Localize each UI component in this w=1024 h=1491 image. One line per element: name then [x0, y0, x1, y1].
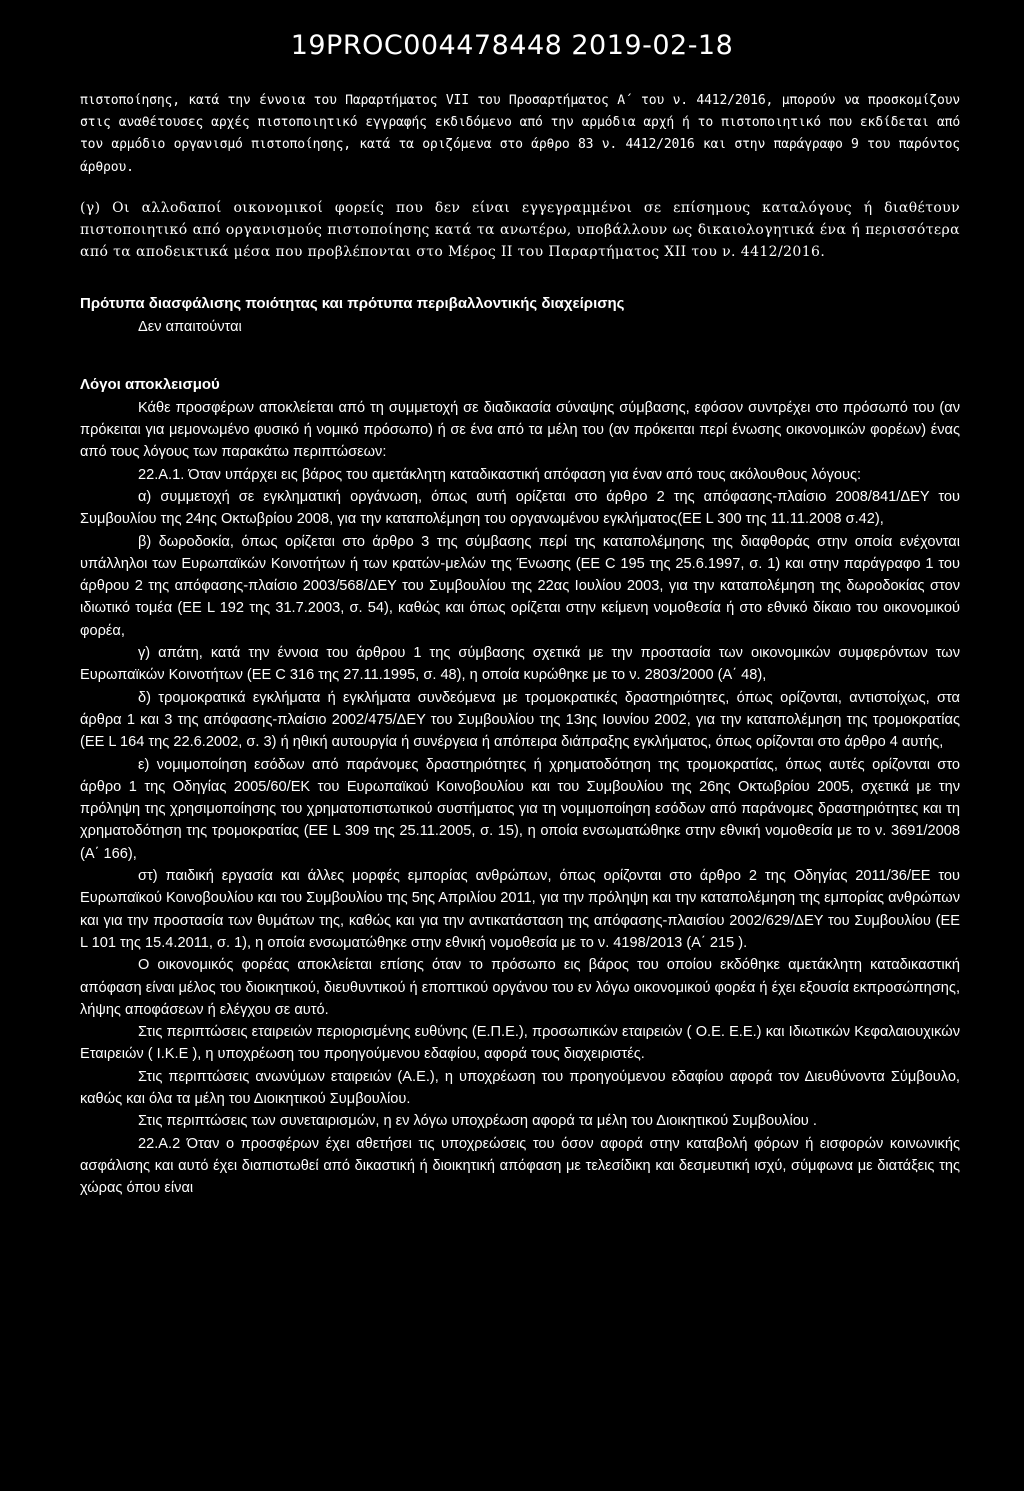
exclusion-paragraph: γ) απάτη, κατά την έννοια του άρθρου 1 της σύμβασης σχετικά με την προστασία των οικονομικών συμφερόντων των Ευρωπαϊκών Κοινοτήτων (ΕΕ C 316 της 27.11.1995, σ. 48), η οποία κυρώθηκε με το ν. 2803/2000 (Α΄ 48), — [80, 645, 960, 684]
quality-text: Δεν απαιτούνται — [138, 318, 242, 335]
exclusion-paragraph: Στις περιπτώσεις εταιρειών περιορισμένης ευθύνης (Ε.Π.Ε.), προσωπικών εταιρειών ( Ο.Ε. Ε.Ε.) και Ιδιωτικών Κεφαλαιουχικών Εταιρειών ( Ι.Κ.Ε ), η υποχρέωση του προηγούμενου εδαφίου, αφορά τους διαχειριστές. — [80, 1024, 960, 1063]
document-id-header: 19PROC004478448 2019-02-18 — [290, 30, 734, 61]
exclusion-paragraph: Ο οικονομικός φορέας αποκλείεται επίσης όταν το πρόσωπο εις βάρος του οποίου εκδόθηκε αμετάκλητη καταδικαστική απόφαση είναι μέλος του διοικητικού, διευθυντικού ή εποπτικού οργάνου του εν λόγω οικονομικού φορέα ή έχει εξουσία εκπροσώπησης, λήψης αποφάσεων ή ελέγχου σε αυτό. — [80, 957, 960, 1018]
exclusion-paragraph: 22.Α.1. Όταν υπάρχει εις βάρος του αμετάκλητη καταδικαστική απόφαση για έναν από τους ακόλουθους λόγους: — [138, 466, 862, 483]
exclusion-section — [80, 376, 960, 1200]
exclusion-paragraph: Στις περιπτώσεις ανωνύμων εταιρειών (Α.Ε.), η υποχρέωση του προηγούμενου εδαφίου αφορά τον Διευθύνοντα Σύμβουλο, καθώς και όλα τα μέλη του Διοικητικού Συμβουλίου. — [80, 1068, 960, 1108]
exclusion-paragraph: β) δωροδοκία, όπως ορίζεται στο άρθρο 3 της σύμβασης περί της καταπολέμησης της διαφθοράς στην οποία ενέχονται υπάλληλοι των Ευρωπαϊκών Κοινοτήτων ή των κρατών-μελών της Ένωσης (ΕΕ C 195 της 25.6.1997, σ. 1) και στην παράγραφο 1 του άρθρου 2 της απόφασης-πλαίσιο 2003/568/ΔΕΥ του Συμβουλίου της 22ας Ιουλίου 2003, για την καταπολέμηση της δωροδοκίας στον ιδιωτικό τομέα (ΕΕ L 192 της 31.7.2003, σ. 54), καθώς και όπως ορίζεται στην κείμενη νομοθεσία ή στο εθνικό δίκαιο του οικονομικού φορέα, — [80, 533, 960, 639]
quality-heading: Πρότυπα διασφάλισης ποιότητας και πρότυπα περιβαλλοντικής διαχείρισης — [80, 294, 625, 312]
exclusion-paragraph: Στις περιπτώσεις των συνεταιρισμών, η εν λόγω υποχρέωση αφορά τα μέλη του Διοικητικού Συμβουλίου . — [138, 1113, 817, 1130]
exclusion-heading: Λόγοι αποκλεισμού — [80, 375, 220, 393]
exclusion-paragraph: Κάθε προσφέρων αποκλείεται από τη συμμετοχή σε διαδικασία σύναψης σύμβασης, εφόσον συντρέχει στο πρόσωπό του (αν πρόκειται για μεμονωμένο φυσικό ή νομικό πρόσωπο) ή σε ένα από τα μέλη του (αν πρόκειται περί ένωσης οικονομικών φορέων) ένας από τους λόγους των παρακάτω περιπτώσεων: — [80, 399, 960, 461]
exclusion-paragraph: δ) τρομοκρατικά εγκλήματα ή εγκλήματα συνδεόμενα με τρομοκρατικές δραστηριότητες, όπως ορίζονται, αντιστοίχως, στα άρθρα 1 και 3 της απόφασης-πλαίσιο 2002/475/ΔΕΥ του Συμβουλίου της 13ης Ιουνίου 2002, για την καταπολέμηση της τρομοκρατίας (ΕΕ L 164 της 22.6.2002, σ. 3) ή ηθική αυτουργία ή συνέργεια ή απόπειρα διάπραξης εγκλήματος, όπως ορίζονται στο άρθρο 4 αυτής, — [80, 689, 960, 751]
paragraph-g: (γ) Οι αλλοδαποί οικονομικοί φορείς που δεν είναι εγγεγραμμένοι σε επίσημους καταλόγους ή διαθέτουν πιστοποιητικό από οργανισμούς πιστοποίησης κατά τα ανωτέρω, υποβάλλουν ως δικαιολογητικά ένα ή περισσότερα από τα αποδεικτικά μέσα που προβλέπονται στο Μέρος ΙΙ του Παραρτήματος XII του ν. 4412/2016. — [80, 199, 960, 260]
exclusion-paragraph: στ) παιδική εργασία και άλλες μορφές εμπορίας ανθρώπων, όπως ορίζονται στο άρθρο 2 της Οδηγίας 2011/36/ΕΕ του Ευρωπαϊκού Κοινοβουλίου και του Συμβουλίου της 5ης Απριλίου 2011, για την πρόληψη και την καταπολέμηση της εμπορίας ανθρώπων και για την προστασία των θυμάτων της, καθώς και για την αντικατάσταση της απόφασης-πλαισίου 2002/629/ΔΕΥ του Συμβουλίου (ΕΕ L 101 της 15.4.2011, σ. 1), η οποία ενσωματώθηκε στην εθνική νομοθεσία με το ν. 4198/2013 (Α΄ 215 ). — [80, 868, 960, 951]
exclusion-paragraph: α) συμμετοχή σε εγκληματική οργάνωση, όπως αυτή ορίζεται στο άρθρο 2 της απόφασης-πλαίσιο 2008/841/ΔΕΥ του Συμβουλίου της 24ης Οκτωβρίου 2008, για την καταπολέμηση του οργανωμένου εγκλήματος(ΕΕ L 300 της 11.11.2008 σ.42), — [80, 489, 960, 528]
exclusion-paragraph: ε) νομιμοποίηση εσόδων από παράνομες δραστηριότητες ή χρηματοδότηση της τρομοκρατίας, όπως αυτές ορίζονται στο άρθρο 1 της Οδηγίας 2005/60/ΕΚ του Ευρωπαϊκού Κοινοβουλίου και του Συμβουλίου της 26ης Οκτωβρίου 2005, σχετικά με την πρόληψη της χρησιμοποίησης του χρηματοπιστωτικού συστήματος για τη νομιμοποίηση εσόδων από παράνομες δραστηριότητες και τη χρηματοδότηση της τρομοκρατίας (ΕΕ L 309 της 25.11.2005, σ. 15), η οποία ενσωματώθηκε στην εθνική νομοθεσία με το ν. 3691/2008 (Α΄ 166), — [80, 756, 960, 862]
document-body — [80, 90, 960, 1200]
quality-section — [80, 295, 960, 338]
intro-paragraph: πιστοποίησης, κατά την έννοια του Παραρτήματος VII του Προσαρτήματος Α΄ του ν. 4412/2016, μπορούν να προσκομίζουν στις αναθέτουσες αρχές πιστοποιητικό εγγραφής εκδιδόμενο από την αρμόδια αρχή ή το πιστοποιητικό που εκδίδεται από τον αρμόδιο οργανισμό πιστοποίησης, κατά τα οριζόμενα στο άρθρο 83 ν. 4412/2016 και στην παράγραφο 9 του παρόντος άρθρου. — [80, 93, 960, 175]
exclusion-paragraph: 22.Α.2 Όταν ο προσφέρων έχει αθετήσει τις υποχρεώσεις του όσον αφορά στην καταβολή φόρων ή εισφορών κοινωνικής ασφάλισης και αυτό έχει διαπιστωθεί από δικαστική ή διοικητική απόφαση με τελεσίδικη και δεσμευτική ισχύ, σύμφωνα με διατάξεις της χώρας όπου είναι — [80, 1135, 960, 1197]
